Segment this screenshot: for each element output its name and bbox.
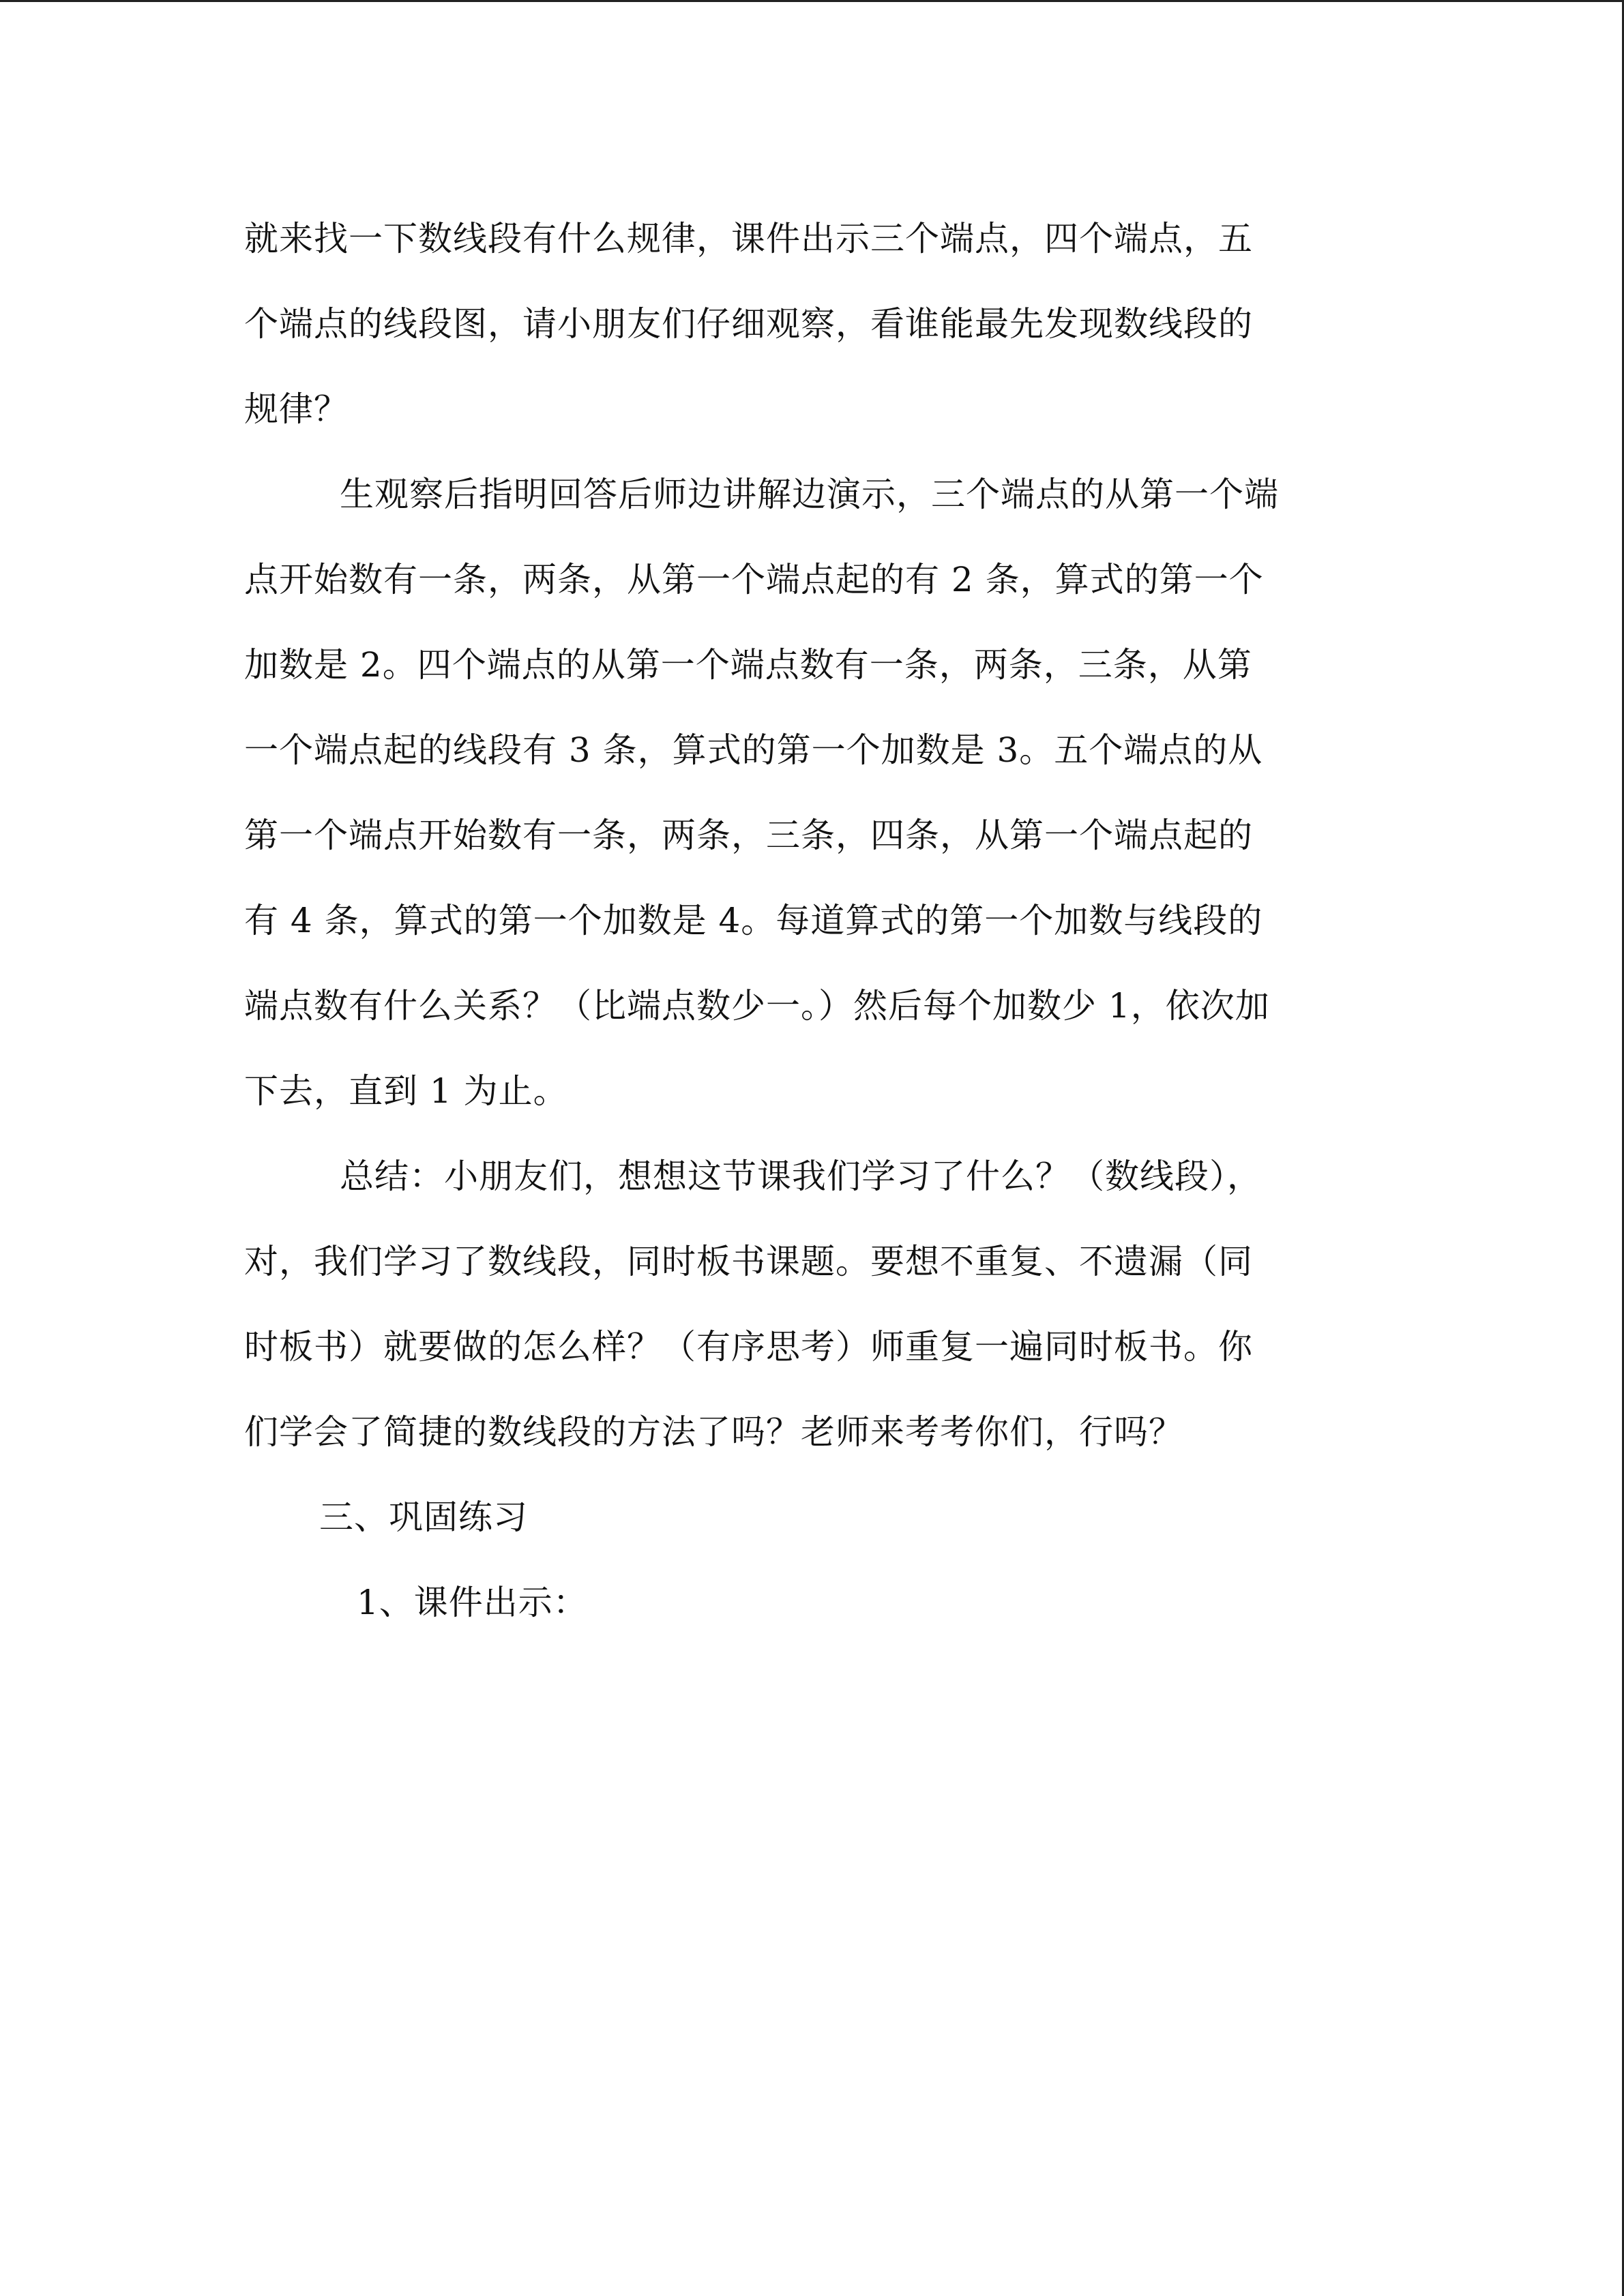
text-line-first: 总结：小朋友们，想想这节课我们学习了什么？（数线段）， — [340, 1157, 1262, 1196]
text-line: 点开始数有一条，两条，从第一个端点起的有 2 条，算式的第一个 — [244, 560, 1264, 599]
text-line-first: 生观察后指明回答后师边讲解边演示，三个端点的从第一个端 — [340, 475, 1279, 514]
text-line: 个端点的线段图，请小朋友们仔细观察，看谁能最先发现数线段的 — [244, 304, 1253, 344]
text-line: 下去，直到 1 为止。 — [244, 1071, 568, 1111]
section-heading-paragraph — [244, 1475, 1376, 1560]
list-item: 1、课件出示： — [357, 1583, 588, 1622]
text-line: 端点数有什么关系？（比端点数少一。）然后每个加数少 1，依次加 — [244, 986, 1270, 1026]
text-line: 对，我们学习了数线段，同时板书课题。要想不重复、不遗漏（同 — [244, 1242, 1253, 1281]
document-body — [244, 196, 1376, 1645]
paragraph-2 — [244, 452, 1376, 1134]
paragraph-3 — [244, 1134, 1376, 1475]
text-line: 有 4 条，算式的第一个加数是 4。每道算式的第一个加数与线段的 — [244, 901, 1263, 940]
paragraph-1 — [244, 196, 1376, 452]
text-line: 规律？ — [244, 389, 349, 429]
text-line: 们学会了简捷的数线段的方法了吗？老师来考考你们，行吗？ — [244, 1412, 1183, 1452]
section-heading: 三、巩固练习 — [319, 1497, 528, 1537]
text-line: 第一个端点开始数有一条，两条，三条，四条，从第一个端点起的 — [244, 816, 1253, 855]
text-line: 加数是 2。四个端点的从第一个端点数有一条，两条，三条，从第 — [244, 645, 1252, 685]
text-line: 就来找一下数线段有什么规律，课件出示三个端点，四个端点，五 — [244, 219, 1253, 258]
text-line: 时板书）就要做的怎么样？（有序思考）师重复一遍同时板书。你 — [244, 1327, 1253, 1367]
list-item-paragraph — [244, 1560, 1376, 1645]
text-line: 一个端点起的线段有 3 条，算式的第一个加数是 3。五个端点的从 — [244, 730, 1263, 770]
